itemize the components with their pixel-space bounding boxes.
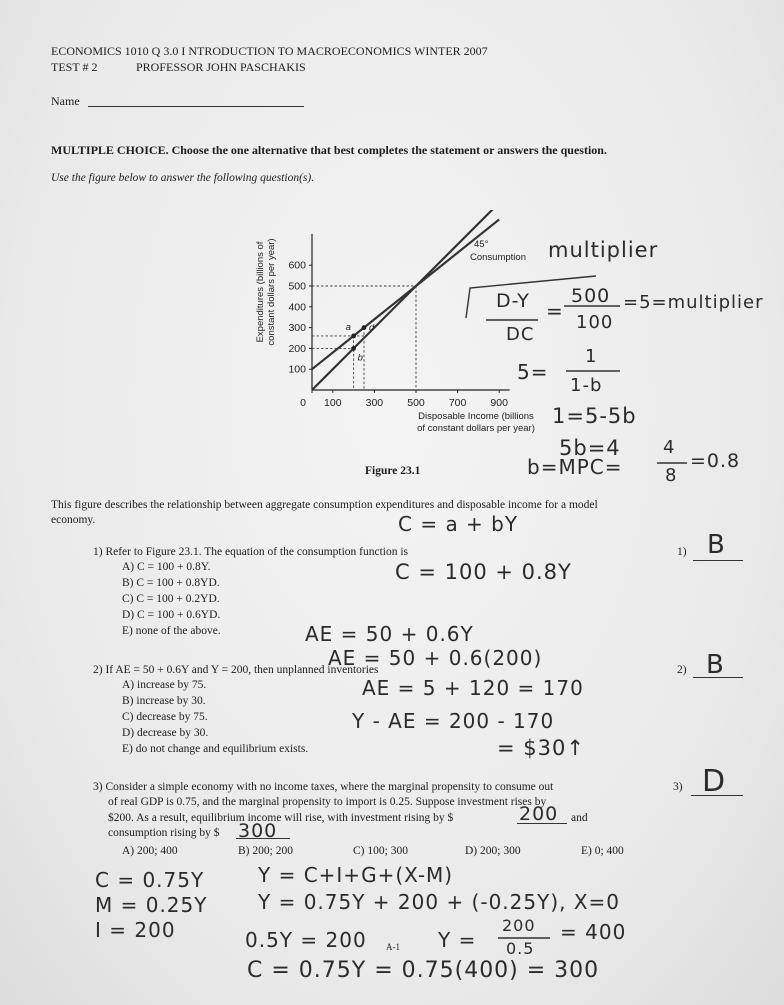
x-tick-label: 100 (324, 397, 342, 409)
q2-choice-b[interactable]: B) increase by 30. (122, 695, 206, 707)
hw-frac3-num: 1 (585, 346, 598, 367)
q2-answer-label: 2) (677, 664, 687, 676)
q3-blank-1[interactable] (517, 823, 567, 824)
q3-answer-label: 3) (673, 781, 683, 793)
point-a (351, 334, 356, 339)
label-consumption: Consumption (470, 252, 526, 263)
hw-q3-y4-num: 200 (502, 916, 536, 935)
hw-multiplier-title: multiplier (548, 238, 659, 262)
y-tick-label: 200 (288, 342, 306, 355)
x-tick-label: 500 (407, 397, 425, 409)
hw-q3-y2: Y = 0.75Y + 200 + (-0.25Y), X=0 (258, 890, 621, 914)
y-tick-label: 500 (288, 280, 306, 293)
hw-line-1eq: 1=5-5b (552, 404, 637, 428)
q3-stem-and: and (571, 812, 588, 824)
hw-q2-w2: AE = 50 + 0.6(200) (328, 646, 543, 670)
point-d (362, 325, 367, 330)
hw-q3-i: I = 200 (95, 918, 176, 942)
q2-choice-c[interactable]: C) decrease by 75. (122, 711, 208, 723)
q3-choice-c[interactable]: C) 100; 300 (353, 845, 408, 857)
q3-blank-2-answer: 300 (238, 820, 278, 842)
q3-choice-e[interactable]: E) 0; 400 (581, 845, 624, 857)
y-tick-label: 400 (288, 301, 306, 314)
q1-answer: B (707, 530, 726, 560)
intro-text-1: This figure describes the relationship between aggregate consumption expenditures and disposable income for a model (51, 499, 598, 511)
figure-caption: Figure 23.1 (365, 465, 421, 477)
figure-note: Use the figure below to answer the following question(s). (51, 172, 315, 184)
x-axis-title-1: Disposable Income (billions (418, 411, 534, 422)
label-45-degree: 45° (474, 239, 489, 250)
q1-answer-label: 1) (677, 546, 687, 558)
intro-text-2: economy. (51, 514, 96, 526)
hw-frac3-bar (564, 368, 624, 374)
q2-choice-e[interactable]: E) do not change and equilibrium exists. (122, 743, 309, 755)
name-blank[interactable] (88, 106, 304, 107)
hw-q3-m: M = 0.25Y (95, 893, 208, 917)
q3-stem-2: of real GDP is 0.75, and the marginal propensity to import is 0.25. Suppose investment rises by (108, 796, 547, 808)
professor-name: PROFESSOR JOHN PASCHAKIS (136, 60, 306, 74)
hw-frac3-den: 1-b (570, 375, 603, 396)
y-tick-label: 300 (288, 322, 306, 335)
hw-line-mpc: b=MPC= (527, 455, 623, 479)
q3-choice-d[interactable]: D) 200; 300 (465, 845, 521, 857)
hw-equals-1: = (546, 299, 564, 323)
x-tick-label: 0 (300, 397, 306, 409)
hw-q2-w1: AE = 50 + 0.6Y (305, 622, 474, 646)
q3-stem-4: consumption rising by $ (108, 827, 220, 839)
course-header: ECONOMICS 1010 Q 3.0 I NTRODUCTION TO MACROECONOMICS WINTER 2007 (51, 44, 488, 58)
q1-choice-a[interactable]: A) C = 100 + 0.8Y. (122, 561, 211, 573)
q3-blank-2[interactable] (236, 838, 290, 839)
hw-frac1-num: D-Y (496, 290, 530, 312)
q3-stem-3: $200. As a result, equilibrium income will rise, with investment rising by $ (108, 812, 454, 824)
q1-choice-c[interactable]: C) C = 100 + 0.2YD. (122, 593, 220, 605)
q2-choice-a[interactable]: A) increase by 75. (122, 679, 207, 691)
hw-q3-c2: C = 0.75Y = 0.75(400) = 300 (247, 958, 600, 983)
q3-choice-b[interactable]: B) 200; 200 (238, 845, 293, 857)
x-axis-title-2: of constant dollars per year) (417, 423, 535, 434)
q3-choice-a[interactable]: A) 200; 400 (122, 845, 178, 857)
hw-q3-y3: 0.5Y = 200 (245, 928, 367, 952)
hw-q1-work: C = 100 + 0.8Y (395, 560, 572, 584)
hw-q2-w3: AE = 5 + 120 = 170 (362, 676, 584, 700)
q1-choice-b[interactable]: B) C = 100 + 0.8YD. (122, 577, 220, 589)
q1-answer-line[interactable] (693, 560, 743, 561)
hw-eq-multiplier: =5=multiplier (623, 292, 764, 313)
hw-frac1-den: DC (506, 324, 535, 345)
q2-choice-d[interactable]: D) decrease by 30. (122, 727, 209, 739)
point-label-d: d (369, 322, 375, 334)
hw-line-5b: 5b=4 (559, 436, 621, 460)
x-tick-label: 700 (448, 397, 467, 409)
hw-q2-w4: Y - AE = 200 - 170 (352, 709, 555, 733)
q1-stem: 1) Refer to Figure 23.1. The equation of the consumption function is (93, 546, 409, 558)
q3-stem-1: 3) Consider a simple economy with no income taxes, where the marginal propensity to consume out (93, 781, 554, 793)
y-axis-title-1: Expenditures (billions of (255, 241, 266, 343)
point-b (351, 346, 356, 351)
hw-q3-y1: Y = C+I+G+(X-M) (258, 863, 454, 887)
instructions-title: MULTIPLE CHOICE. Choose the one alternative that best completes the statement or answers the question. (51, 143, 607, 157)
hw-q3-c: C = 0.75Y (95, 868, 205, 892)
hw-q3-y4-pre: Y = (438, 928, 477, 952)
q2-stem: 2) If AE = 50 + 0.6Y and Y = 200, then unplanned inventories (93, 664, 379, 676)
hw-q3-y4-den: 0.5 (506, 939, 535, 958)
hw-q2-w5: = $30↑ (497, 736, 585, 760)
y-axis-title-2: constant dollars per year) (266, 238, 277, 346)
point-label-b: b (357, 352, 363, 364)
hw-c-eq: C = a + bY (398, 512, 519, 536)
x-tick-label: 900 (490, 397, 508, 409)
hw-five-eq: 5= (517, 360, 549, 384)
q2-answer: B (706, 650, 725, 680)
hw-frac4-den: 8 (665, 465, 678, 486)
page-number: A-1 (386, 942, 400, 952)
y-tick-label: 600 (288, 259, 306, 272)
q3-blank-1-answer: 200 (519, 803, 559, 825)
hw-frac2-num: 500 (571, 285, 611, 307)
hw-q3-y4-post: = 400 (560, 920, 627, 944)
name-label: Name (51, 94, 80, 108)
hw-frac2-den: 100 (576, 312, 614, 333)
hw-mpc-value: =0.8 (690, 450, 741, 472)
test-number: TEST # 2 (51, 60, 98, 74)
q1-choice-e[interactable]: E) none of the above. (122, 625, 221, 637)
y-tick-label: 100 (288, 363, 306, 376)
q1-choice-d[interactable]: D) C = 100 + 0.6YD. (122, 609, 221, 621)
x-tick-label: 300 (365, 397, 384, 409)
hw-frac4-num: 4 (663, 437, 676, 458)
point-label-a: a (345, 321, 351, 333)
q3-answer: D (702, 764, 727, 799)
